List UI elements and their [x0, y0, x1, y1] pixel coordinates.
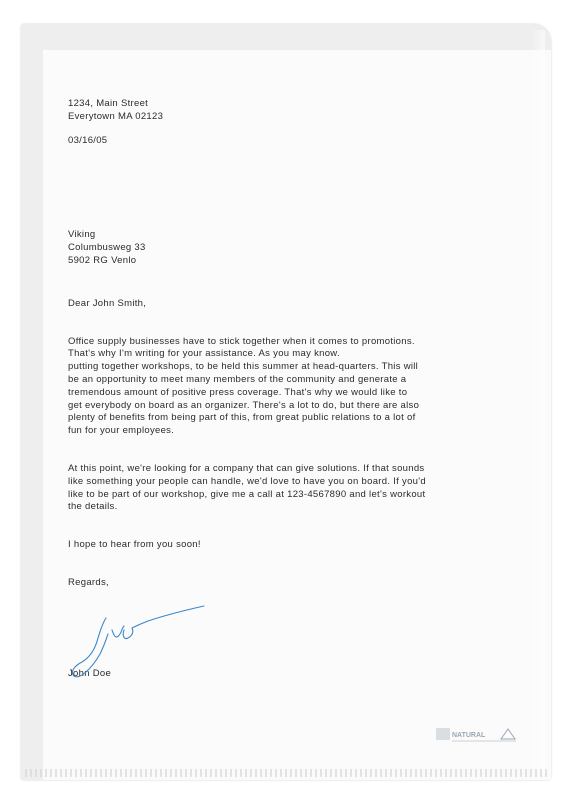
- closing-line-text: I hope to hear from you soon!: [68, 539, 201, 551]
- letter-date: [68, 135, 468, 148]
- regards-text: Regards,: [68, 576, 109, 588]
- sleeve-perforation: [25, 769, 547, 777]
- paragraph-line: fun for your employees.: [68, 425, 175, 437]
- paragraph-line: tremendous amount of positive press coverage. That's why we would like to: [68, 386, 408, 398]
- salutation: [68, 298, 468, 311]
- salutation-text: Dear John Smith,: [68, 297, 147, 309]
- paragraph-line: That's why I'm writing for your assistance. As you may know.: [68, 348, 340, 360]
- paragraph-line: like to be part of our workshop, give me a call at 123-4567890 and let's workout: [68, 488, 426, 500]
- recipient-address: [68, 229, 468, 267]
- regards: [68, 577, 468, 590]
- paragraph-line: plenty of benefits from being part of this, from great public relations to a lot of: [68, 412, 416, 424]
- paragraph-line: Office supply businesses have to stick together when it comes to promotions.: [68, 335, 415, 347]
- recycling-triangle-icon: [501, 729, 515, 739]
- closing-line: [68, 539, 468, 552]
- handwritten-signature: [62, 604, 212, 684]
- sender-address-line: Everytown MA 02123: [68, 110, 164, 122]
- recipient-address-line: Viking: [68, 229, 96, 241]
- sender-address: [68, 98, 468, 124]
- paragraph-line: the details.: [68, 501, 118, 513]
- recipient-address-line: Columbusweg 33: [68, 242, 146, 254]
- paragraph-line: get everybody on board as an organizer. There's a lot to do, but there are also: [68, 399, 420, 411]
- body-paragraph-1: [68, 336, 468, 438]
- paragraph-line: At this point, we're looking for a company that can give solutions. If that sounds: [68, 462, 425, 474]
- paragraph-line: putting together workshops, to be held this summer at head-quarters. This will: [68, 361, 419, 373]
- letter-body: [68, 98, 468, 681]
- signature-stroke: [72, 606, 204, 677]
- body-paragraph-2: [68, 463, 468, 514]
- signature-name-text: John Doe: [68, 667, 112, 679]
- sleeve-edge-highlight: [531, 30, 545, 774]
- logo-badge: [436, 728, 450, 740]
- logo-wordmark: NATURAL: [452, 732, 486, 739]
- recipient-address-line: 5902 RG Venlo: [68, 254, 137, 266]
- date-text: 03/16/05: [68, 134, 108, 146]
- paragraph-line: be an opportunity to meet many members of the community and generate a: [68, 373, 407, 385]
- natural-logo: [436, 726, 524, 746]
- paragraph-line: like something your people can handle, we'd love to have you on board. If you'd: [68, 475, 426, 487]
- sender-address-line: 1234, Main Street: [68, 98, 149, 109]
